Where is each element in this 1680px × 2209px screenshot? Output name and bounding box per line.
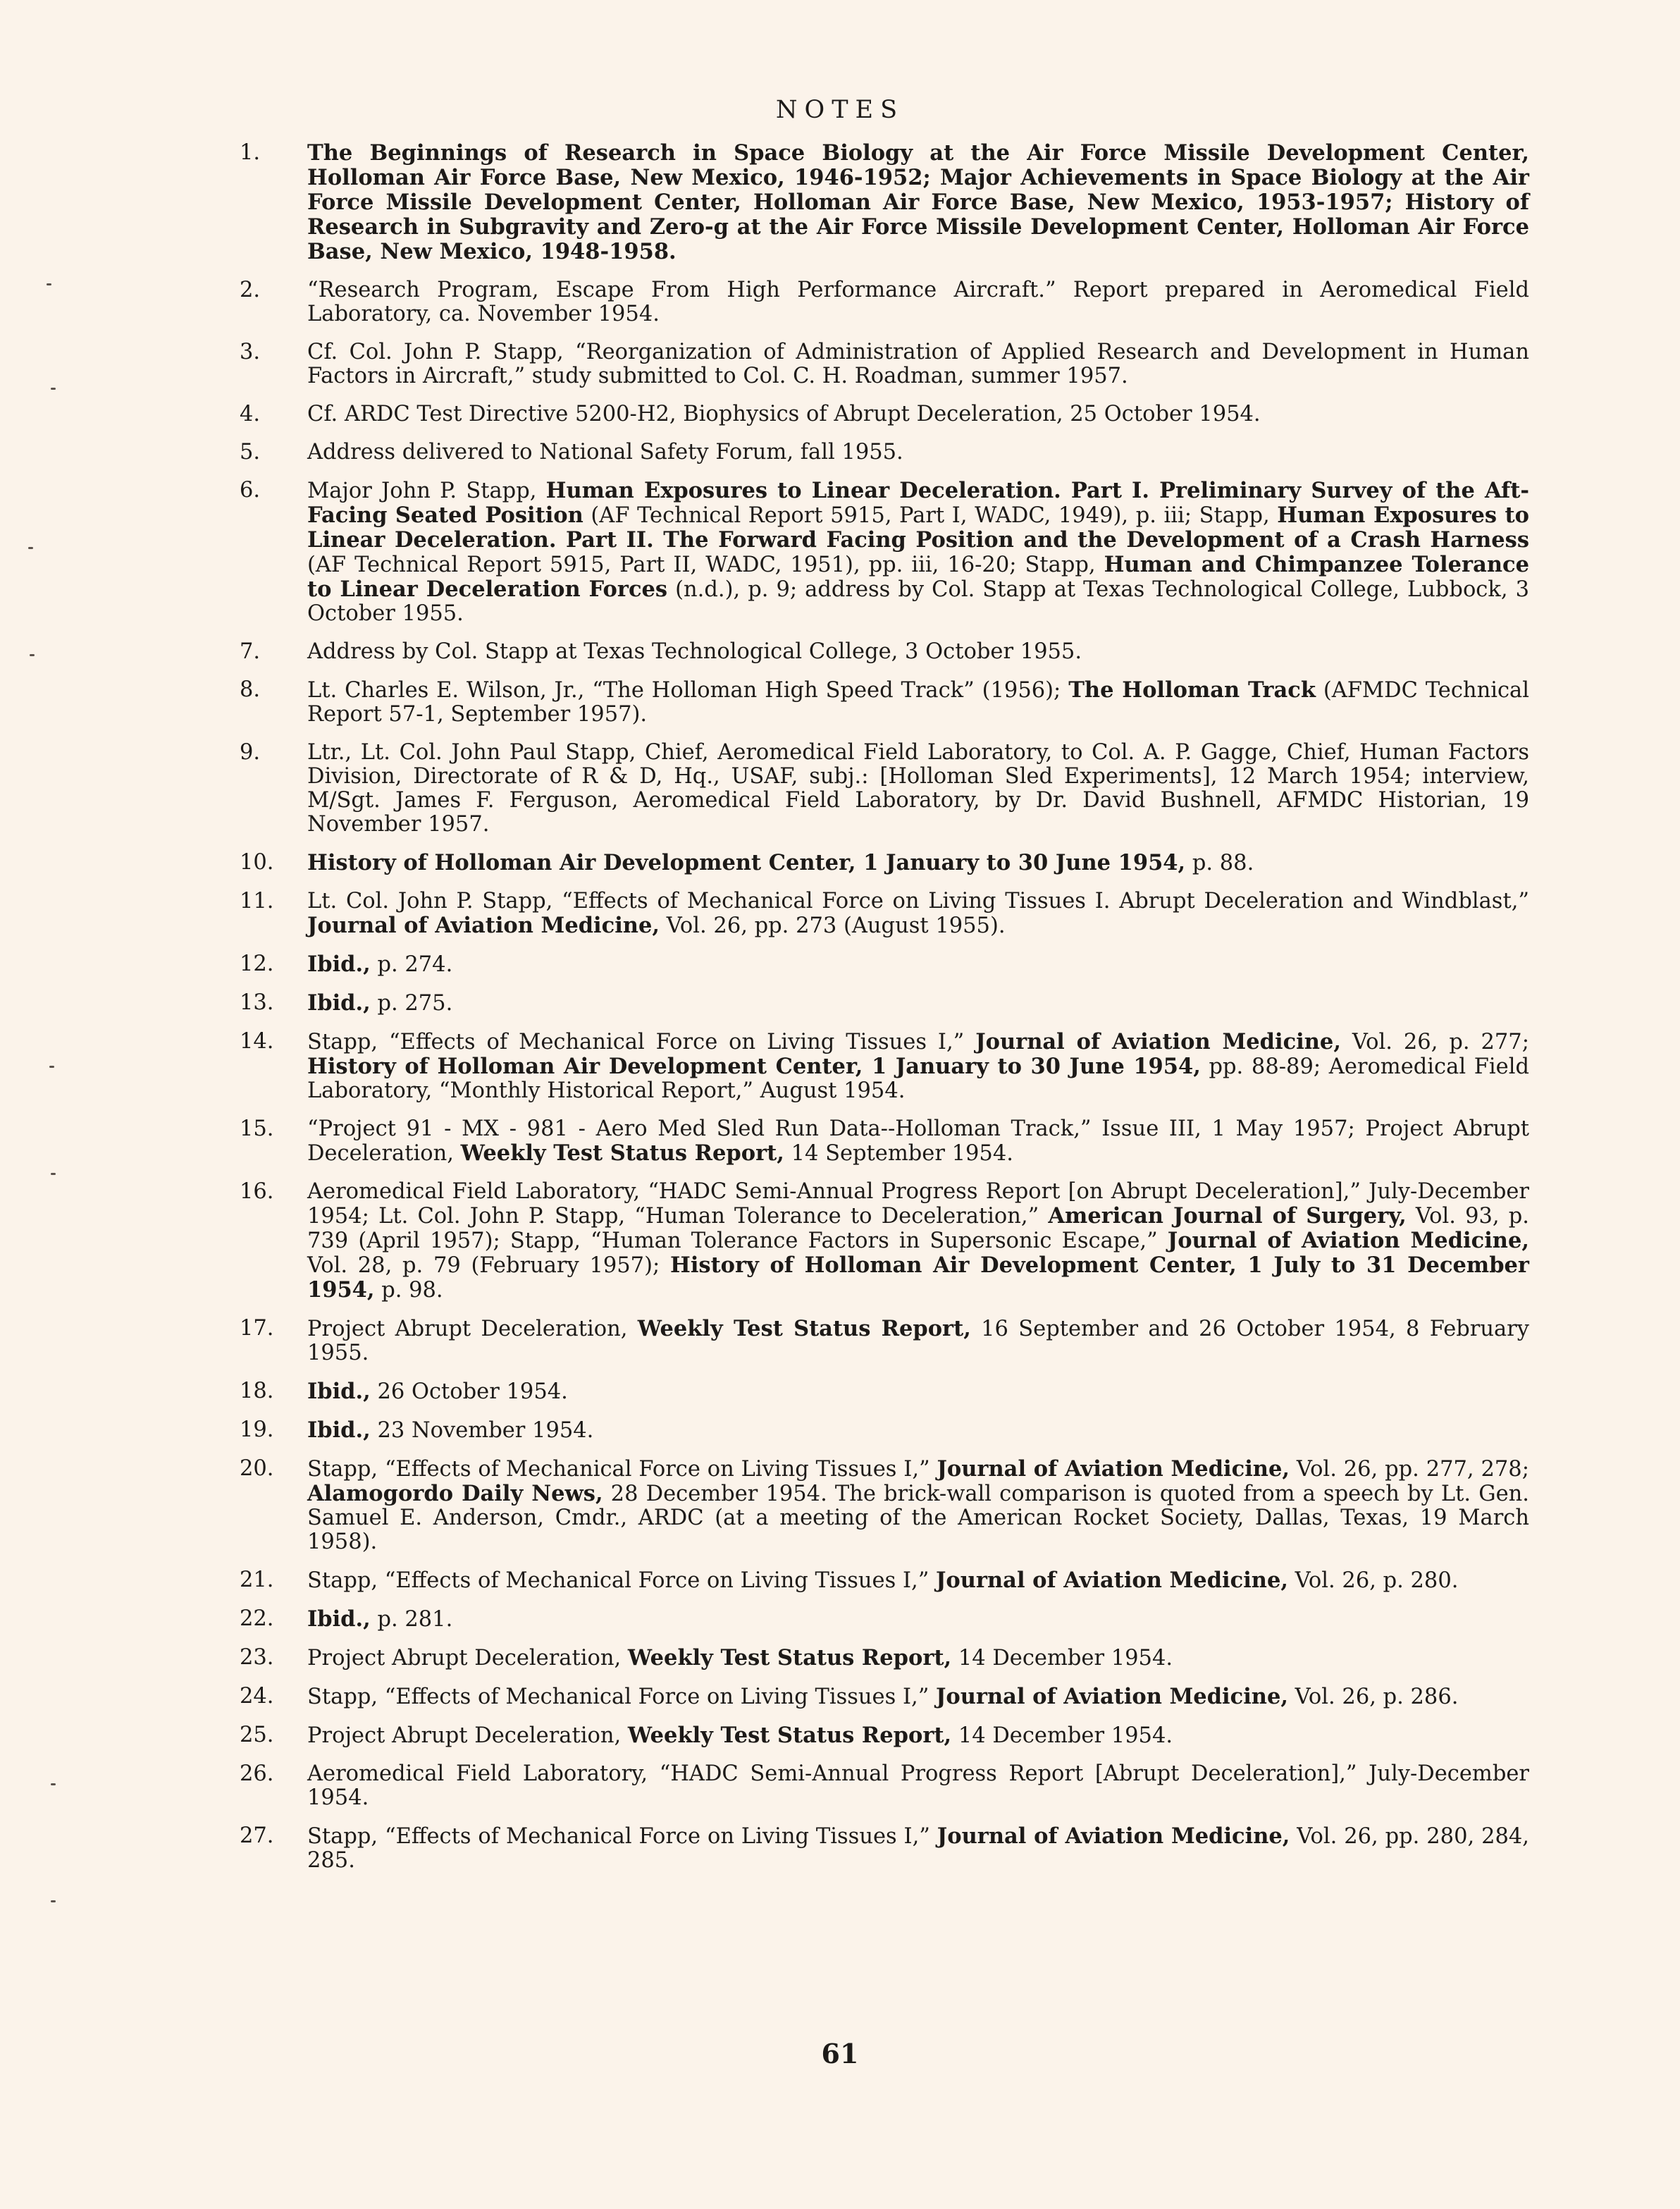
note-number: 15. bbox=[240, 1116, 274, 1141]
margin-mark bbox=[49, 1066, 54, 1068]
note-segment: (n.d.), p. 9; address by Col. Stapp at Texas Technological College, Lubbock, 3 October 1955. bbox=[307, 577, 1529, 626]
note-text bbox=[307, 1116, 1529, 1166]
note-item bbox=[240, 1030, 1529, 1103]
margin-mark bbox=[47, 283, 51, 285]
note-item bbox=[240, 340, 1529, 388]
note-item bbox=[240, 640, 1529, 664]
note-number: 6. bbox=[240, 478, 261, 503]
note-text bbox=[307, 851, 1254, 875]
note-text bbox=[307, 141, 1529, 264]
note-number: 23. bbox=[240, 1645, 274, 1670]
note-citation-title: History of Holloman Air Development Center, 1 January to 30 June 1954, bbox=[307, 1054, 1201, 1079]
note-item bbox=[240, 1607, 1529, 1632]
note-number: 26. bbox=[240, 1761, 274, 1786]
margin-mark bbox=[51, 1173, 56, 1175]
note-number: 24. bbox=[240, 1684, 274, 1709]
note-text bbox=[307, 740, 1529, 837]
note-citation-title: Ibid., bbox=[307, 990, 371, 1016]
note-segment: Stapp, “Effects of Mechanical Force on Living Tissues I,” bbox=[307, 1824, 937, 1849]
note-text bbox=[307, 1568, 1458, 1593]
note-segment: (AF Technical Report 5915, Part II, WADC, 1951), pp. iii, 16-20; Stapp, bbox=[307, 553, 1104, 577]
note-citation-title: Human Exposures to Linear Deceleration. Part II. The Forward Facing Position and the Development of a Crash Harness bbox=[307, 503, 1529, 553]
note-item bbox=[240, 402, 1529, 426]
note-citation-title: Weekly Test Status Report, bbox=[637, 1316, 971, 1341]
note-segment: Vol. 26, p. 277; bbox=[1340, 1030, 1529, 1054]
note-citation-title: Journal of Aviation Medicine, bbox=[1167, 1228, 1529, 1253]
note-segment: Address by Col. Stapp at Texas Technological College, 3 October 1955. bbox=[307, 639, 1082, 664]
note-segment: (AF Technical Report 5915, Part I, WADC, 1949), p. iii; Stapp, bbox=[583, 503, 1278, 528]
note-number: 2. bbox=[240, 278, 261, 302]
note-text bbox=[307, 1418, 593, 1443]
note-item bbox=[240, 1418, 1529, 1443]
note-segment: Aeromedical Field Laboratory, “HADC Semi-Annual Progress Report [on Abrupt Deceleration],” July-December 1954; Lt. Col. John P. Stapp, “Human Tolerance to Deceleration,” bbox=[307, 1179, 1529, 1229]
margin-mark bbox=[51, 388, 56, 390]
note-number: 22. bbox=[240, 1606, 274, 1631]
note-segment: Vol. 28, p. 79 (February 1957); bbox=[307, 1253, 670, 1278]
note-number: 18. bbox=[240, 1379, 274, 1403]
note-segment: Cf. Col. John P. Stapp, “Reorganization of Administration of Applied Research and Development in Human Factors in Aircraft,” study submitted to Col. C. H. Roadman, summer 1957. bbox=[307, 340, 1529, 388]
note-item bbox=[240, 741, 1529, 837]
margin-mark bbox=[30, 654, 35, 656]
margin-mark bbox=[28, 547, 33, 549]
note-item bbox=[240, 1379, 1529, 1404]
note-citation-title: Weekly Test Status Report, bbox=[627, 1723, 952, 1748]
note-number: 7. bbox=[240, 639, 261, 664]
note-number: 4. bbox=[240, 402, 261, 426]
note-citation-title: The Beginnings of Research in Space Biology at the Air Force Missile Development Center, Holloman Air Force Base, New Mexico, 1946-1952; Major Achievements in Space Biology at the Air Force Missile Development Center, Holloman Air Force Base, New Mexico, 1953-1957; History of Research in Subgravity and Zero-g at the Air Force Missile Development Center, Holloman Air Force Base, New Mexico, 1948-1958. bbox=[307, 140, 1529, 264]
note-item bbox=[240, 1117, 1529, 1166]
note-segment: “Research Program, Escape From High Performance Aircraft.” Report prepared in Aeromedical Field Laboratory, ca. November 1954. bbox=[307, 278, 1529, 326]
note-segment: Vol. 26, p. 280. bbox=[1287, 1568, 1459, 1593]
note-citation-title: American Journal of Surgery, bbox=[1048, 1203, 1407, 1229]
note-segment: Vol. 26, pp. 280, 284, 285. bbox=[307, 1824, 1529, 1873]
note-segment: 14 September 1954. bbox=[784, 1141, 1013, 1166]
note-segment: Vol. 26, pp. 277, 278; bbox=[1289, 1457, 1529, 1482]
note-number: 9. bbox=[240, 740, 261, 765]
note-item bbox=[240, 1762, 1529, 1810]
note-text bbox=[307, 889, 1529, 938]
note-number: 25. bbox=[240, 1723, 274, 1747]
note-item bbox=[240, 141, 1529, 264]
note-number: 27. bbox=[240, 1823, 274, 1848]
note-item bbox=[240, 1646, 1529, 1670]
note-number: 5. bbox=[240, 440, 261, 464]
note-segment: Stapp, “Effects of Mechanical Force on Living Tissues I,” bbox=[307, 1568, 936, 1593]
note-item bbox=[240, 1457, 1529, 1554]
note-number: 14. bbox=[240, 1029, 274, 1054]
note-segment: (AFMDC Technical Report 57-1, September 1957). bbox=[307, 678, 1529, 727]
note-segment: Lt. Charles E. Wilson, Jr., “The Holloman High Speed Track” (1956); bbox=[307, 678, 1069, 703]
note-segment: 23 November 1954. bbox=[370, 1418, 594, 1443]
note-text bbox=[307, 1761, 1529, 1810]
note-text bbox=[307, 1723, 1173, 1748]
note-segment: Ltr., Lt. Col. John Paul Stapp, Chief, Aeromedical Field Laboratory, to Col. A. P. Gagge, Chief, Human Factors Division, Directorate of R & D, Hq., USAF, subj.: [Holloman Sled Experiments], 12 March 1954; interview, M/Sgt. James F. Ferguson, Aeromedical Field Laboratory, by Dr. David Bushnell, AFMDC Historian, 19 November 1957. bbox=[307, 740, 1529, 837]
note-segment: Project Abrupt Deceleration, bbox=[307, 1723, 628, 1748]
note-item bbox=[240, 952, 1529, 977]
note-text bbox=[307, 1179, 1529, 1303]
note-item bbox=[240, 991, 1529, 1016]
note-text bbox=[307, 1646, 1173, 1670]
note-segment: p. 98. bbox=[374, 1278, 443, 1303]
note-item bbox=[240, 278, 1529, 326]
note-text bbox=[307, 952, 452, 977]
margin-mark bbox=[51, 1783, 56, 1785]
note-item bbox=[240, 1180, 1529, 1303]
note-text bbox=[307, 678, 1529, 727]
note-text bbox=[307, 402, 1261, 426]
note-item bbox=[240, 1723, 1529, 1748]
note-segment: p. 275. bbox=[370, 991, 453, 1016]
note-citation-title: Human Exposures to Linear Deceleration. Part I. Preliminary Survey of the Aft-Facing Seated Position bbox=[307, 478, 1529, 528]
note-number: 20. bbox=[240, 1456, 274, 1481]
note-segment: Cf. ARDC Test Directive 5200-H2, Biophysics of Abrupt Deceleration, 25 October 1954. bbox=[307, 402, 1261, 426]
note-segment: p. 88. bbox=[1185, 851, 1254, 875]
note-text bbox=[307, 479, 1529, 626]
note-number: 11. bbox=[240, 889, 274, 913]
note-number: 13. bbox=[240, 990, 274, 1015]
note-segment: 28 December 1954. The brick-wall comparison is quoted from a speech by Lt. Gen. Samuel E. Anderson, Cmdr., ARDC (at a meeting of the American Rocket Society, Dallas, Texas, 19 March 1958). bbox=[307, 1482, 1529, 1554]
note-segment: 14 December 1954. bbox=[951, 1723, 1173, 1748]
page-number: 61 bbox=[821, 2038, 859, 2069]
note-citation-title: Ibid., bbox=[307, 1417, 371, 1443]
note-segment: Vol. 93, p. 739 (April 1957); Stapp, “Human Tolerance Factors in Supersonic Escape,” bbox=[307, 1204, 1529, 1253]
note-text bbox=[307, 991, 452, 1016]
note-segment: 14 December 1954. bbox=[951, 1646, 1173, 1670]
note-citation-title: Journal of Aviation Medicine, bbox=[937, 1823, 1290, 1849]
note-text bbox=[307, 1030, 1529, 1103]
note-text bbox=[307, 1379, 568, 1404]
note-item bbox=[240, 441, 1529, 464]
note-segment: Address delivered to National Safety Forum, fall 1955. bbox=[307, 440, 903, 464]
note-citation-title: The Holloman Track bbox=[1068, 677, 1316, 703]
note-item bbox=[240, 1568, 1529, 1593]
note-text bbox=[307, 1457, 1529, 1554]
note-item bbox=[240, 678, 1529, 727]
note-item bbox=[240, 1317, 1529, 1365]
note-segment: p. 274. bbox=[370, 952, 453, 977]
note-citation-title: Journal of Aviation Medicine, bbox=[307, 913, 660, 938]
note-number: 17. bbox=[240, 1316, 274, 1341]
note-segment: Project Abrupt Deceleration, bbox=[307, 1646, 628, 1670]
note-citation-title: Weekly Test Status Report, bbox=[460, 1140, 784, 1166]
note-citation-title: Journal of Aviation Medicine, bbox=[935, 1568, 1288, 1593]
page-title: NOTES bbox=[775, 96, 905, 124]
note-citation-title: History of Holloman Air Development Center, 1 July to 31 December 1954, bbox=[307, 1253, 1530, 1303]
note-segment: Stapp, “Effects of Mechanical Force on Living Tissues I,” bbox=[307, 1457, 937, 1482]
note-item bbox=[240, 1824, 1529, 1873]
note-citation-title: Ibid., bbox=[307, 952, 371, 977]
note-number: 12. bbox=[240, 952, 274, 976]
note-number: 3. bbox=[240, 340, 261, 364]
note-text bbox=[307, 1824, 1529, 1873]
note-text bbox=[307, 639, 1082, 664]
note-text bbox=[307, 1607, 452, 1632]
note-segment: 16 September and 26 October 1954, 8 February 1955. bbox=[307, 1317, 1529, 1365]
note-segment: Project Abrupt Deceleration, bbox=[307, 1317, 638, 1341]
note-number: 16. bbox=[240, 1179, 274, 1204]
note-segment: pp. 88-89; Aeromedical Field Laboratory, “Monthly Historical Report,” August 1954. bbox=[307, 1054, 1529, 1103]
note-number: 19. bbox=[240, 1417, 274, 1442]
note-segment: Lt. Col. John P. Stapp, “Effects of Mechanical Force on Living Tissues I. Abrupt Deceleration and Windblast,” bbox=[307, 889, 1529, 913]
note-item bbox=[240, 1685, 1529, 1709]
note-text bbox=[307, 1685, 1458, 1709]
note-text bbox=[307, 440, 903, 464]
note-segment: Stapp, “Effects of Mechanical Force on Living Tissues I,” bbox=[307, 1030, 976, 1054]
note-item bbox=[240, 851, 1529, 875]
note-text bbox=[307, 340, 1529, 388]
note-citation-title: Alamogordo Daily News, bbox=[307, 1481, 603, 1506]
note-text bbox=[307, 278, 1529, 326]
notes-list bbox=[240, 141, 1529, 1887]
note-segment: p. 281. bbox=[370, 1607, 453, 1632]
note-citation-title: Journal of Aviation Medicine, bbox=[935, 1684, 1288, 1709]
note-citation-title: Journal of Aviation Medicine, bbox=[937, 1456, 1290, 1482]
note-segment: Major John P. Stapp, bbox=[307, 479, 546, 503]
note-item bbox=[240, 479, 1529, 626]
note-segment: 26 October 1954. bbox=[370, 1379, 568, 1404]
note-citation-title: History of Holloman Air Development Center, 1 January to 30 June 1954, bbox=[307, 850, 1186, 875]
note-citation-title: Journal of Aviation Medicine, bbox=[975, 1029, 1341, 1054]
note-number: 8. bbox=[240, 677, 261, 702]
note-segment: “Project 91 - MX - 981 - Aero Med Sled Run Data--Holloman Track,” Issue III, 1 May 1957; Project Abrupt Deceleration, bbox=[307, 1116, 1529, 1166]
note-number: 21. bbox=[240, 1568, 274, 1592]
note-citation-title: Ibid., bbox=[307, 1379, 371, 1404]
note-segment: Stapp, “Effects of Mechanical Force on Living Tissues I,” bbox=[307, 1685, 936, 1709]
note-citation-title: Weekly Test Status Report, bbox=[627, 1645, 952, 1670]
margin-mark bbox=[51, 1900, 56, 1902]
note-number: 10. bbox=[240, 850, 274, 875]
note-segment: Vol. 26, pp. 273 (August 1955). bbox=[660, 913, 1006, 938]
note-segment: Vol. 26, p. 286. bbox=[1287, 1685, 1459, 1709]
note-number: 1. bbox=[240, 140, 261, 165]
note-citation-title: Human and Chimpanzee Tolerance to Linear Deceleration Forces bbox=[307, 552, 1529, 602]
note-citation-title: Ibid., bbox=[307, 1606, 371, 1632]
note-segment: Aeromedical Field Laboratory, “HADC Semi-Annual Progress Report [Abrupt Deceleration],” July-December 1954. bbox=[307, 1761, 1529, 1810]
note-item bbox=[240, 890, 1529, 938]
note-text bbox=[307, 1317, 1529, 1365]
